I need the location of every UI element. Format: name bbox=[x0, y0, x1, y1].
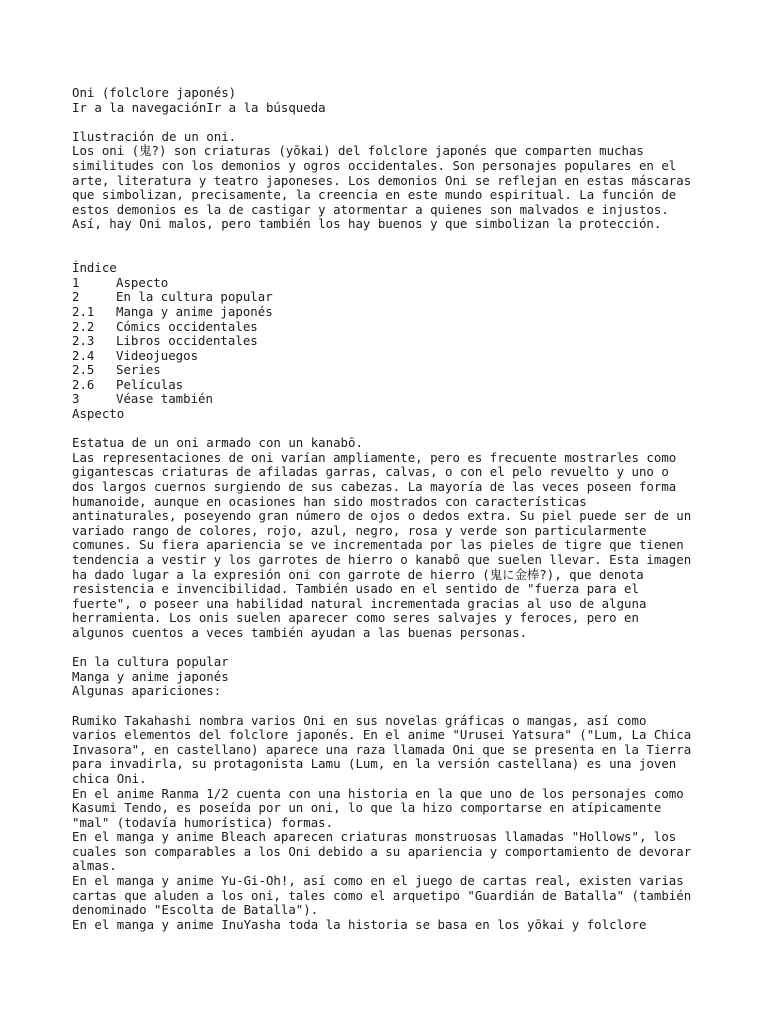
text-line: varios elementos del folclore japonés. En el anime "Urusei Yatsura" ("Lum, La Chica bbox=[72, 727, 692, 743]
section-heading-cultura: En la cultura popular bbox=[72, 654, 229, 670]
intro-paragraph bbox=[72, 144, 768, 232]
text-line: fuerte", o poseer una habilidad natural incrementada gracias al uso de alguna bbox=[72, 595, 647, 611]
table-of-contents bbox=[72, 276, 768, 407]
text-line: En el manga y anime Bleach aparecen criaturas monstruosas llamadas "Hollows", los bbox=[72, 829, 677, 845]
subsection-heading-manga: Manga y anime japonés bbox=[72, 668, 229, 684]
text-line: En el anime Ranma 1/2 cuenta con una historia en la que uno de los personajes como bbox=[72, 785, 684, 801]
text-line: Rumiko Takahashi nombra varios Oni en sus novelas gráficas o mangas, así como bbox=[72, 712, 647, 728]
text-line: ha dado lugar a la expresión oni con garrote de hierro (鬼に金棒?), que denota bbox=[72, 566, 644, 582]
toc-item[interactable] bbox=[72, 334, 768, 349]
text-line: comunes. Su fiera apariencia se ve incrementada por las pieles de tigre que tienen bbox=[72, 537, 684, 553]
toc-item-label: Cómics occidentales bbox=[116, 318, 258, 334]
toc-item[interactable] bbox=[72, 363, 768, 378]
toc-item-label: Libros occidentales bbox=[116, 333, 258, 349]
toc-item-number: 2.5 bbox=[72, 362, 95, 378]
text-line: para invadirla, su protagonista Lamu (Lum, en la versión castellana) es una joven bbox=[72, 756, 677, 772]
text-line: similitudes con los demonios y ogros occidentales. Son personajes populares en el bbox=[72, 157, 677, 173]
toc-item-number: 1 bbox=[72, 274, 80, 290]
apariciones-label: Algunas apariciones: bbox=[72, 683, 222, 699]
toc-item-label: En la cultura popular bbox=[116, 289, 273, 305]
image-caption: Ilustración de un oni. bbox=[72, 128, 237, 144]
toc-item-number: 2.3 bbox=[72, 333, 95, 349]
spacer bbox=[72, 641, 768, 656]
text-line: cuales son comparables a los Oni debido a su apariencia y comportamiento de devorar bbox=[72, 843, 692, 859]
toc-item[interactable] bbox=[72, 392, 768, 407]
toc-item-number: 2 bbox=[72, 289, 80, 305]
text-line: tendencia a vestir y los garrotes de hierro o kanabō que suelen llevar. Esta imagen bbox=[72, 552, 692, 567]
spacer bbox=[72, 232, 768, 261]
toc-item-label: Videojuegos bbox=[116, 347, 199, 363]
text-line: Kasumi Tendo, es poseída por un oni, lo que la hizo comportarse en atípicamente bbox=[72, 800, 662, 816]
text-line: denominado "Escolta de Batalla"). bbox=[72, 902, 319, 918]
text-line: "mal" (todavía humorística) formas. bbox=[72, 814, 334, 830]
text-line: resistencia e invencibilidad. También usado en el sentido de "fuerza para el bbox=[72, 581, 639, 597]
text-line: Los oni (鬼?) son criaturas (yōkai) del folclore japonés que comparten muchas bbox=[72, 143, 644, 159]
text-line: dos largos cuernos surgiendo de sus cabezas. La mayoría de las veces poseen forma bbox=[72, 479, 677, 495]
manga-paragraph bbox=[72, 714, 768, 933]
text-line: gigantescas criaturas de afiladas garras, calvas, o con el pelo revuelto y uno o bbox=[72, 464, 669, 480]
toc-item[interactable] bbox=[72, 290, 768, 305]
text-line: cartas que aluden a los oni, tales como el arquetipo "Guardián de Batalla" (también bbox=[72, 887, 692, 903]
toc-heading: Índice bbox=[72, 260, 117, 276]
text-line: Las representaciones de oni varían ampliamente, pero es frecuente mostrarles como bbox=[72, 449, 677, 465]
toc-item-label: Películas bbox=[116, 376, 184, 392]
toc-item-number: 2.2 bbox=[72, 318, 95, 334]
toc-item[interactable] bbox=[72, 305, 768, 320]
toc-item-label: Véase también bbox=[116, 391, 213, 407]
toc-item-number: 2.6 bbox=[72, 376, 95, 392]
spacer bbox=[72, 115, 768, 130]
text-line: estos demonios es la de castigar y atormentar a quienes son malvados e injustos. bbox=[72, 201, 669, 217]
nav-links[interactable]: Ir a la navegaciónIr a la búsqueda bbox=[72, 99, 326, 115]
text-line: que simbolizan, precisamente, la creencia en este mundo espiritual. La función de bbox=[72, 187, 677, 203]
text-line: algunos cuentos a veces también ayudan a las buenas personas. bbox=[72, 624, 528, 640]
toc-item-label: Series bbox=[116, 362, 161, 378]
toc-item-label: Manga y anime japonés bbox=[116, 303, 273, 319]
toc-item[interactable] bbox=[72, 276, 768, 291]
image-caption: Estatua de un oni armado con un kanabō. bbox=[72, 435, 363, 451]
page-title: Oni (folclore japonés) bbox=[72, 85, 237, 100]
aspecto-paragraph bbox=[72, 451, 768, 641]
toc-item-number: 3 bbox=[72, 391, 80, 407]
toc-item[interactable] bbox=[72, 378, 768, 393]
spacer bbox=[72, 699, 768, 714]
text-line: arte, literatura y teatro japoneses. Los demonios Oni se reflejan en estas máscaras bbox=[72, 172, 692, 188]
text-line: humanoide, aunque en ocasiones han sido mostrados con características bbox=[72, 493, 587, 509]
text-line: herramienta. Los onis suelen aparecer como seres salvajes y feroces, pero en bbox=[72, 610, 639, 626]
text-line: chica Oni. bbox=[72, 770, 147, 786]
spacer bbox=[72, 422, 768, 437]
text-line: Así, hay Oni malos, pero también los hay buenos y que simbolizan la protección. bbox=[72, 216, 662, 232]
text-line: antinaturales, poseyendo gran número de ojos o dedos extra. Su piel puede ser de un bbox=[72, 508, 692, 524]
text-line: Invasora", en castellano) aparece una raza llamada Oni que se presenta en la Tierra bbox=[72, 741, 692, 757]
text-line: En el manga y anime Yu-Gi-Oh!, así como en el juego de cartas real, existen varias bbox=[72, 873, 684, 889]
toc-item-number: 2.1 bbox=[72, 303, 95, 319]
toc-item-number: 2.4 bbox=[72, 347, 95, 363]
text-line: variado rango de colores, rojo, azul, negro, rosa y verde son particularmente bbox=[72, 522, 647, 538]
toc-item[interactable] bbox=[72, 349, 768, 364]
text-line: almas. bbox=[72, 858, 117, 874]
text-line: En el manga y anime InuYasha toda la historia se basa en los yōkai y folclore bbox=[72, 916, 647, 932]
toc-item-label: Aspecto bbox=[116, 274, 169, 290]
section-heading-aspecto: Aspecto bbox=[72, 406, 125, 422]
toc-item[interactable] bbox=[72, 320, 768, 335]
